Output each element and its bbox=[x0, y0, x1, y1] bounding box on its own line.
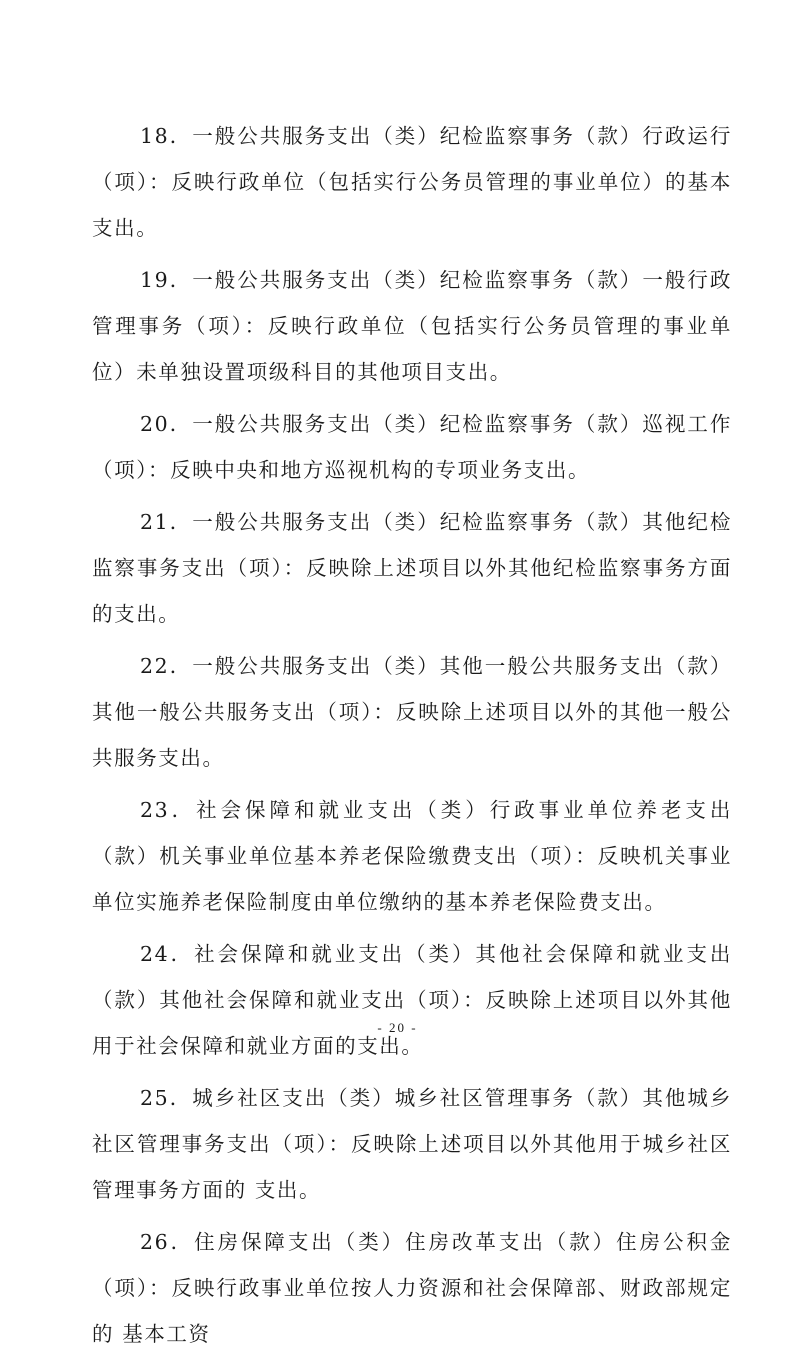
paragraph-22: 22．一般公共服务支出（类）其他一般公共服务支出（款）其他一般公共服务支出（项）：反映除上述项目以外的其他一般公共服务支出。 bbox=[92, 654, 732, 770]
page-number: - 20 - bbox=[377, 1020, 418, 1035]
paragraph-18: 18．一般公共服务支出（类）纪检监察事务（款）行政运行（项）：反映行政单位（包括实行公务员管理的事业单位）的基本 支出。 bbox=[92, 124, 732, 240]
paragraph-23: 23．社会保障和就业支出（类）行政事业单位养老支出（款）机关事业单位基本养老保险缴费支出（项）：反映机关事业单位实施养老保险制度由单位缴纳的基本养老保险费支出。 bbox=[92, 798, 732, 914]
paragraph-20: 20．一般公共服务支出（类）纪检监察事务（款）巡视工作（项）：反映中央和地方巡视机构的专项业务支出。 bbox=[92, 412, 732, 482]
paragraph-25: 25．城乡社区支出（类）城乡社区管理事务（款）其他城乡社区管理事务支出（项）：反映除上述项目以外其他用于城乡社区管理事务方面的 支出。 bbox=[92, 1086, 732, 1202]
body-text bbox=[92, 113, 732, 1363]
paragraph-26: 26．住房保障支出（类）住房改革支出（款）住房公积金（项）：反映行政事业单位按人力资源和社会保障部、财政部规定的 基本工资 bbox=[92, 1230, 732, 1346]
paragraph-24: 24．社会保障和就业支出（类）其他社会保障和就业支出（款）其他社会保障和就业支出（项）：反映除上述项目以外其他用于社会保障和就业方面的支出。 bbox=[92, 942, 732, 1058]
paragraph-21: 21．一般公共服务支出（类）纪检监察事务（款）其他纪检监察事务支出（项）：反映除上述项目以外其他纪检监察事务方面的支出。 bbox=[92, 510, 732, 626]
paragraph-19: 19．一般公共服务支出（类）纪检监察事务（款）一般行政管理事务（项）：反映行政单位（包括实行公务员管理的事业单位）未单独设置项级科目的其他项目支出。 bbox=[92, 268, 732, 384]
